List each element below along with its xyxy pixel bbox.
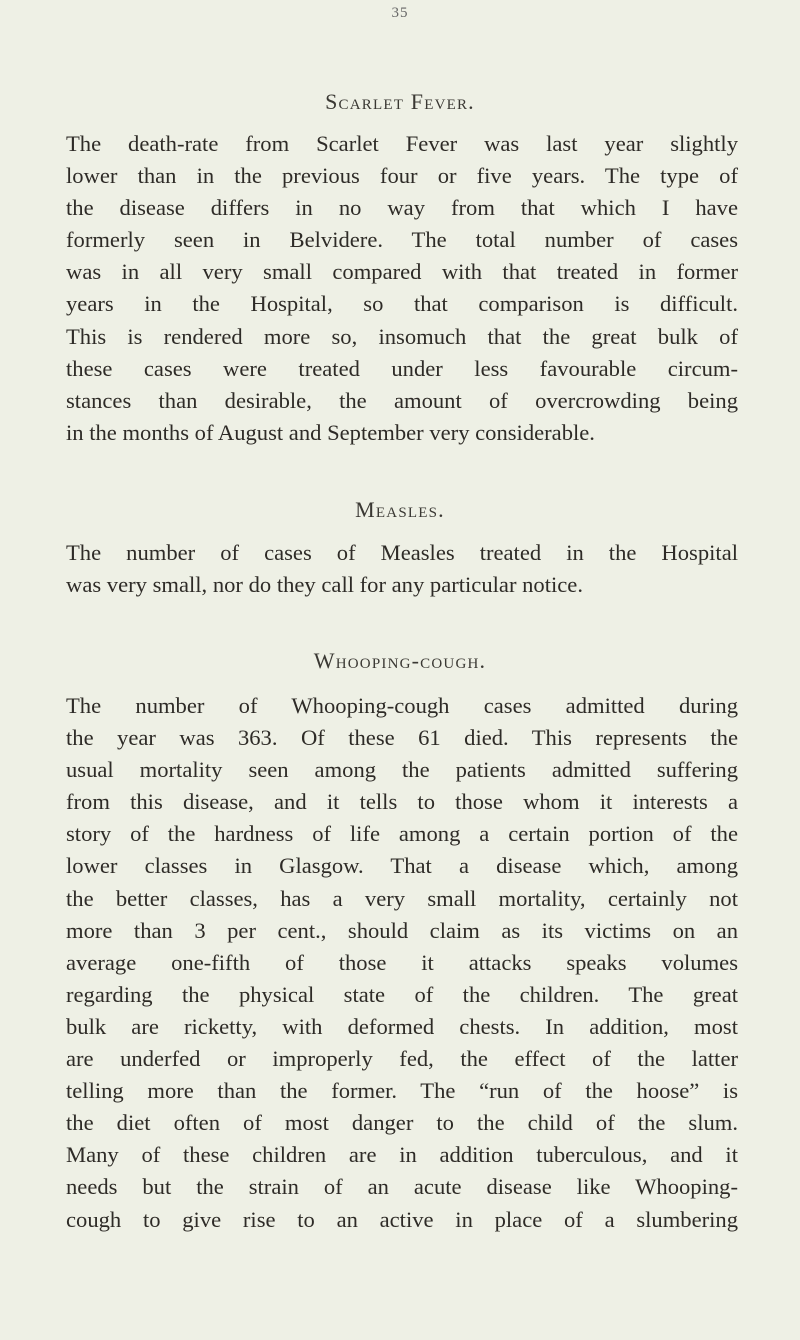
text-line: usual mortality seen among the patients admitted suffering: [66, 757, 738, 783]
text-line: are underfed or improperly fed, the effect of the latter: [66, 1046, 738, 1072]
text-line: The death-rate from Scarlet Fever was last year slightly: [66, 131, 738, 156]
text-line: more than 3 per cent., should claim as its victims on an: [66, 917, 738, 943]
text-line: bulk are ricketty, with deformed chests. In addition, most: [66, 1013, 738, 1039]
text-line: formerly seen in Belvidere. The total number of cases: [66, 227, 738, 253]
section-heading-measles: Measles.: [355, 497, 445, 522]
text-line: lower classes in Glasgow. That a disease which, among: [66, 853, 738, 879]
text-line: in the months of August and September very considerable.: [66, 419, 595, 445]
text-line: stances than desirable, the amount of overcrowding being: [66, 387, 738, 413]
text-line: the year was 363. Of these 61 died. This represents the: [66, 725, 738, 751]
text-line: The number of cases of Measles treated in the Hospital: [66, 540, 738, 565]
text-line: these cases were treated under less favourable circum-: [66, 355, 738, 381]
text-line: cough to give rise to an active in place of a slumbering: [66, 1206, 738, 1232]
text-line: the better classes, has a very small mortality, certainly not: [66, 885, 738, 911]
text-line: the disease differs in no way from that which I have: [66, 195, 738, 221]
section-heading-scarlet-fever: Scarlet Fever.: [325, 89, 475, 114]
text-line: average one-fifth of those it attacks speaks volumes: [66, 949, 738, 975]
text-line: the diet often of most danger to the child of the slum.: [66, 1110, 738, 1136]
text-line: The number of Whooping-cough cases admitted during: [66, 693, 738, 718]
text-line: regarding the physical state of the children. The great: [66, 981, 738, 1007]
text-line: telling more than the former. The “run of the hoose” is: [66, 1078, 738, 1104]
text-line: from this disease, and it tells to those whom it interests a: [66, 789, 738, 815]
text-line: needs but the strain of an acute disease like Whooping-: [66, 1174, 738, 1200]
page-number: 35: [391, 5, 409, 21]
text-line: This is rendered more so, insomuch that the great bulk of: [66, 323, 738, 349]
text-line: lower than in the previous four or five years. The type of: [66, 163, 738, 189]
text-line: Many of these children are in addition tuberculous, and it: [66, 1142, 738, 1168]
text-line: story of the hardness of life among a certain portion of the: [66, 821, 738, 847]
paragraph-whooping-cough: [66, 690, 738, 1236]
paragraph-scarlet-fever: [66, 128, 738, 449]
text-line: years in the Hospital, so that comparison is difficult.: [66, 291, 738, 317]
text-line: was in all very small compared with that treated in former: [66, 259, 738, 285]
paragraph-measles: [66, 537, 738, 601]
text-line: was very small, nor do they call for any particular notice.: [66, 572, 583, 598]
section-heading-whooping-cough: Whooping-cough.: [313, 648, 487, 673]
